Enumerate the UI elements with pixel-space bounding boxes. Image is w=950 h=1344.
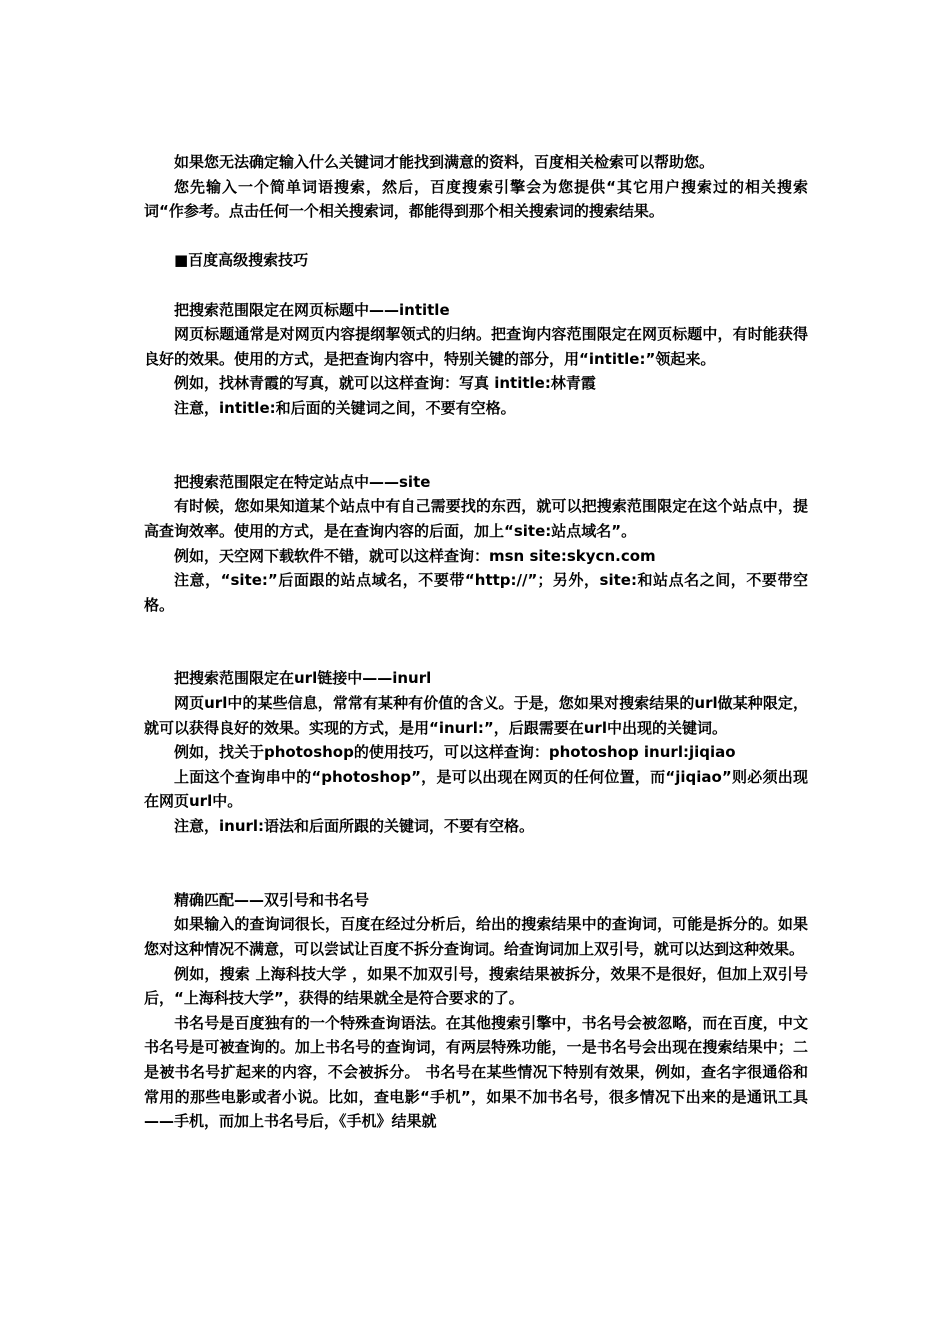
advanced-heading: ■百度高级搜索技巧	[174, 251, 309, 270]
spacer	[144, 617, 808, 666]
site-paragraph-1: 有时候，您如果知道某个站点中有自己需要找的东西，就可以把搜索范围限定在这个站点中，提高查询效率。使用的方式，是在查询内容的后面，加上“site:站点域名”。	[144, 497, 808, 540]
intitle-note: 注意，intitle:和后面的关键词之间，不要有空格。	[174, 398, 516, 417]
inurl-example: 例如，找关于photoshop的使用技巧，可以这样查询：photoshop inurl:jiqiao	[174, 743, 736, 762]
spacer	[144, 421, 808, 470]
inurl-note: 注意，inurl:语法和后面所跟的关键词，不要有空格。	[174, 817, 535, 836]
exact-example: 例如，搜索 上海科技大学 ，如果不加双引号，搜索结果被拆分，效果不是很好，但加上双引号后，“上海科技大学”，获得的结果就全是符合要求的了。	[144, 964, 808, 1008]
inurl-paragraph-1: 网页url中的某些信息，常常有某种有价值的含义。于是，您如果对搜索结果的url做某种限定，就可以获得良好的效果。实现的方式，是用“inurl:”，后跟需要在url中出现的关键词。	[144, 694, 808, 737]
exact-paragraph-1: 如果输入的查询词很长，百度在经过分析后，给出的搜索结果中的查询词，可能是拆分的。如果您对这种情况不满意，可以尝试让百度不拆分查询词。给查询词加上双引号，就可以达到这种效果。	[144, 915, 808, 958]
intro-paragraph-1: 如果您无法确定输入什么关键词才能找到满意的资料，百度相关检索可以帮助您。	[174, 153, 715, 171]
intitle-example: 例如，找林青霞的写真，就可以这样查询：写真 intitle:林青霞	[174, 374, 596, 393]
section-title-site: 把搜索范围限定在特定站点中——site	[174, 472, 431, 491]
site-example: 例如，天空网下载软件不错，就可以这样查询：msn site:skycn.com	[174, 546, 656, 565]
spacer	[144, 273, 808, 298]
document-body	[144, 150, 808, 1134]
section-title-inurl: 把搜索范围限定在url链接中——inurl	[174, 669, 432, 688]
exact-book-title-paragraph: 书名号是百度独有的一个特殊查询语法。在其他搜索引擎中，书名号会被忽略，而在百度，中文书名号是可被查询的。加上书名号的查询词，有两层特殊功能，一是书名号会出现在搜索结果中；二是被书名号扩起来的内容，不会被拆分。 书名号在某些情况下特别有效果，例如，查名字很通俗和常用的那些电影或者小说。比如，查电影“手机”，如果不加书名号，很多情况下出来的是通讯工具——手机，而加上书名号后，《手机》结果就	[144, 1013, 808, 1131]
spacer	[144, 839, 808, 888]
spacer	[144, 224, 808, 249]
section-title-intitle: 把搜索范围限定在网页标题中——intitle	[174, 300, 450, 319]
intitle-paragraph-1: 网页标题通常是对网页内容提纲挈领式的归纳。把查询内容范围限定在网页标题中，有时能获得良好的效果。使用的方式，是把查询内容中，特别关键的部分，用“intitle:”领起来。	[144, 325, 808, 368]
inurl-explanation: 上面这个查询串中的“photoshop”，是可以出现在网页的任何位置，而“jiqiao”则必须出现在网页url中。	[144, 767, 808, 811]
intro-paragraph-2: 您先输入一个简单词语搜索，然后，百度搜索引擎会为您提供“其它用户搜索过的相关搜索词“作参考。点击任何一个相关搜索词，都能得到那个相关搜索词的搜索结果。	[144, 177, 808, 221]
section-title-exact: 精确匹配——双引号和书名号	[174, 890, 370, 909]
site-note: 注意，“site:”后面跟的站点域名，不要带“http://”；另外，site:和站点名之间，不要带空格。	[144, 571, 808, 614]
